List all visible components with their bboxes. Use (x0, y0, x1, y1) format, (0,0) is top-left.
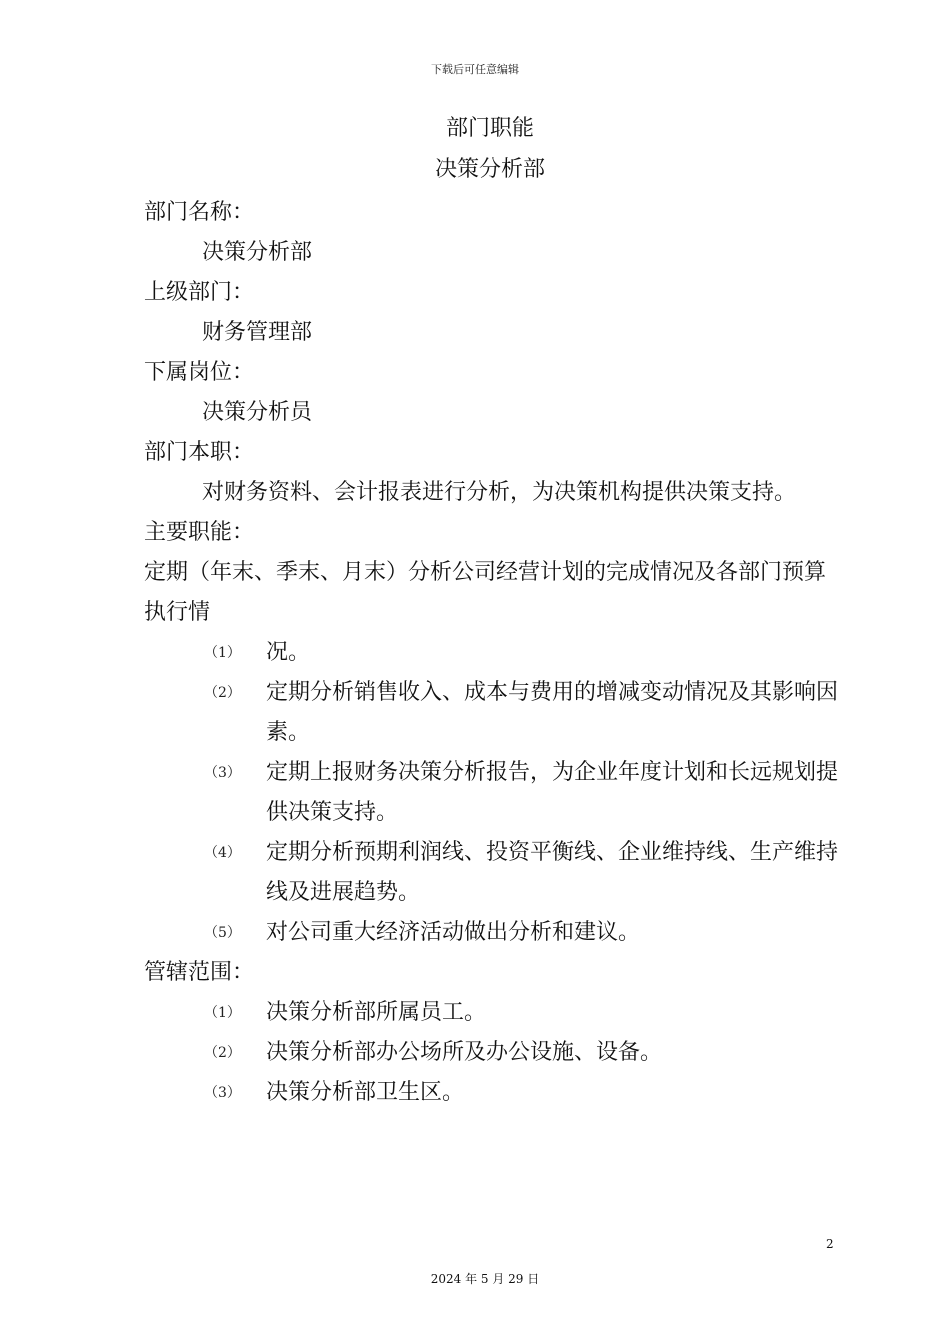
positions-label: 下属岗位： (144, 360, 255, 385)
item-number: （3） (204, 765, 241, 781)
list-item (144, 1033, 844, 1073)
dept-name-label: 部门名称： (144, 200, 255, 225)
duty-value: 对财务资料、会计报表进行分析，为决策机构提供决策支持。 (202, 480, 797, 505)
item-text: 决策分析部所属员工。 (266, 1000, 487, 1025)
document-subtitle: 决策分析部 (434, 157, 545, 182)
document-body (144, 193, 844, 1113)
list-item (144, 753, 844, 833)
page-number: 2 (826, 1237, 834, 1251)
superior-value: 财务管理部 (202, 320, 313, 345)
item-text: 决策分析部办公场所及办公设施、设备。 (266, 1040, 663, 1065)
item-text: 定期分析预期利润线、投资平衡线、企业维持线、生产维持线及进展趋势。 (266, 840, 839, 905)
item-text: 决策分析部卫生区。 (266, 1080, 465, 1105)
item-number: （5） (204, 925, 241, 941)
list-item (144, 833, 844, 913)
item-text: 对公司重大经济活动做出分析和建议。 (266, 920, 641, 945)
item-number: （2） (204, 1045, 241, 1061)
list-item (144, 913, 844, 953)
positions-value: 决策分析员 (202, 400, 313, 425)
item-text: 况。 (266, 640, 311, 665)
item-text: 定期分析销售收入、成本与费用的增减变动情况及其影响因素。 (266, 680, 839, 745)
item-text: 定期上报财务决策分析报告，为企业年度计划和长远规划提供决策支持。 (266, 760, 839, 825)
functions-intro: 定期（年末、季末、月末）分析公司经营计划的完成情况及各部门预算执行情 (144, 560, 827, 625)
list-item (144, 673, 844, 753)
list-item (144, 1073, 844, 1113)
superior-label: 上级部门： (144, 280, 255, 305)
functions-label: 主要职能： (144, 520, 255, 545)
item-number: （4） (204, 845, 241, 861)
list-item (144, 993, 844, 1033)
scope-label: 管辖范围： (144, 960, 255, 985)
item-number: （3） (204, 1085, 241, 1101)
document-title: 部门职能 (445, 116, 534, 141)
duty-label: 部门本职： (144, 440, 255, 465)
functions-list (144, 633, 844, 953)
header-note: 下载后可任意编辑 (431, 63, 519, 76)
item-number: （1） (204, 645, 241, 661)
item-number: （2） (204, 685, 241, 701)
footer-date: 2024 年 5 月 29 日 (430, 1272, 540, 1286)
item-number: （1） (204, 1005, 241, 1021)
list-item (144, 633, 844, 673)
dept-name-value: 决策分析部 (202, 240, 313, 265)
scope-list (144, 993, 844, 1113)
